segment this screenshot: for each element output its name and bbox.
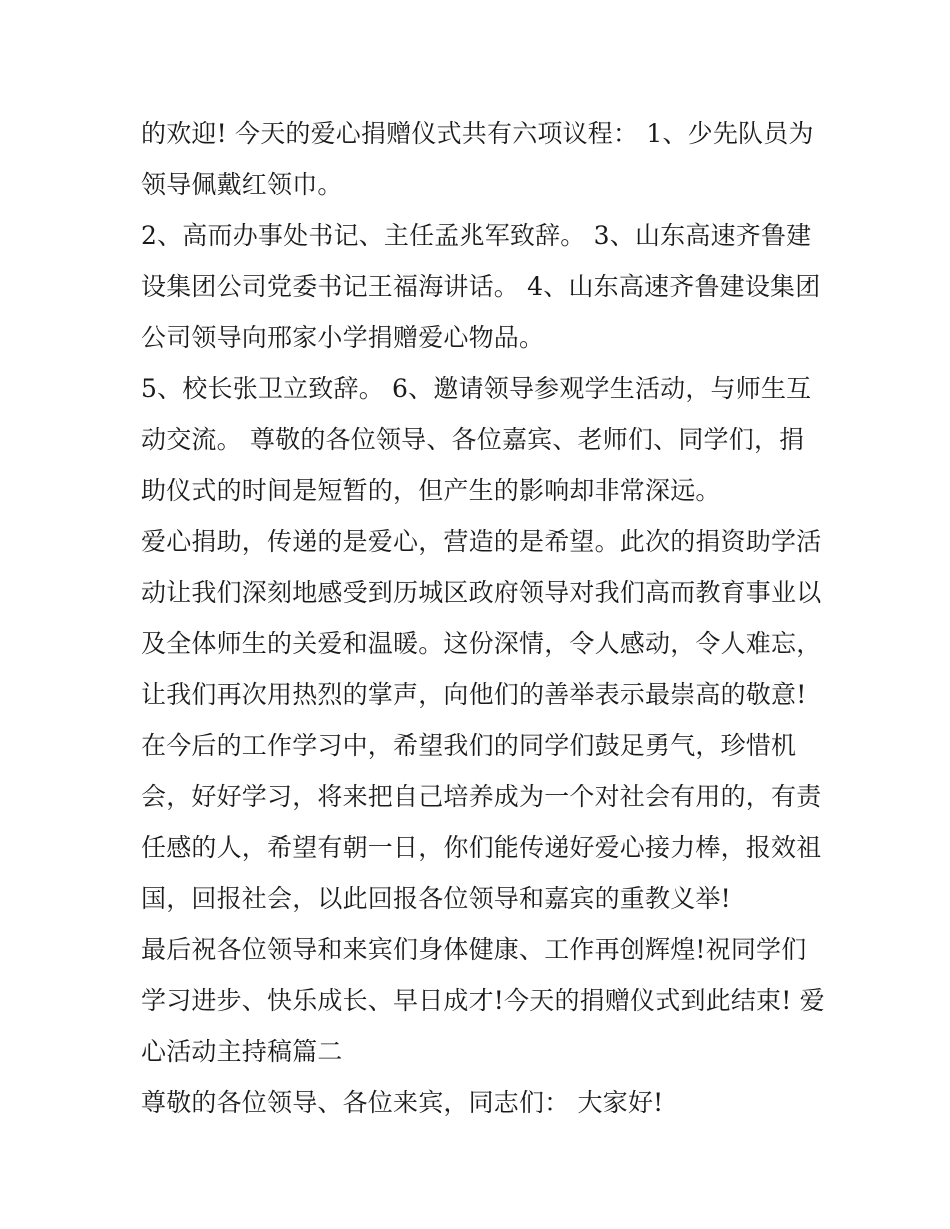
text-line: 会，好好学习，将来把自己培养成为一个对社会有用的，有责 — [141, 782, 822, 811]
text-line: 爱心捐助，传递的是爱心，营造的是希望。此次的捐资助学活 — [141, 527, 822, 556]
text-line: 心活动主持稿篇二 — [141, 1037, 343, 1066]
text-line: 助仪式的时间是短暂的，但产生的影响却非常深远。 — [141, 476, 721, 505]
text-line: 国，回报社会，以此回报各位领导和嘉宾的重教义举! — [141, 884, 731, 913]
text-line: 尊敬的各位领导、各位来宾，同志们： 大家好! — [141, 1088, 664, 1117]
text-line: 设集团公司党委书记王福海讲话。 4、山东高速齐鲁建设集团 — [141, 272, 821, 301]
document-body — [141, 108, 825, 1128]
text-line: 任感的人，希望有朝一日，你们能传递好爱心接力棒，报效祖 — [141, 833, 822, 862]
text-line: 2、高而办事处书记、主任孟兆军致辞。 3、山东高速齐鲁建 — [141, 221, 812, 250]
text-line: 学习进步、快乐成长、早日成才!今天的捐赠仪式到此结束! 爱 — [141, 986, 825, 1015]
text-line: 5、校长张卫立致辞。 6、邀请领导参观学生活动，与师生互 — [141, 374, 812, 403]
text-line: 公司领导向邢家小学捐赠爱心物品。 — [141, 323, 545, 352]
text-line: 最后祝各位领导和来宾们身体健康、工作再创辉煌!祝同学们 — [141, 935, 807, 964]
text-line: 动让我们深刻地感受到历城区政府领导对我们高而教育事业以 — [141, 578, 822, 607]
text-line: 的欢迎! 今天的爱心捐赠仪式共有六项议程： 1、少先队员为 — [141, 119, 814, 148]
text-line: 在今后的工作学习中，希望我们的同学们鼓足勇气，珍惜机 — [141, 731, 797, 760]
text-line: 让我们再次用热烈的掌声，向他们的善举表示最崇高的敬意! — [141, 680, 807, 709]
text-line: 动交流。 尊敬的各位领导、各位嘉宾、老师们、同学们，捐 — [141, 425, 805, 454]
text-line: 及全体师生的关爱和温暖。这份深情，令人感动，令人难忘， — [141, 629, 822, 658]
text-line: 领导佩戴红领巾。 — [141, 170, 343, 199]
